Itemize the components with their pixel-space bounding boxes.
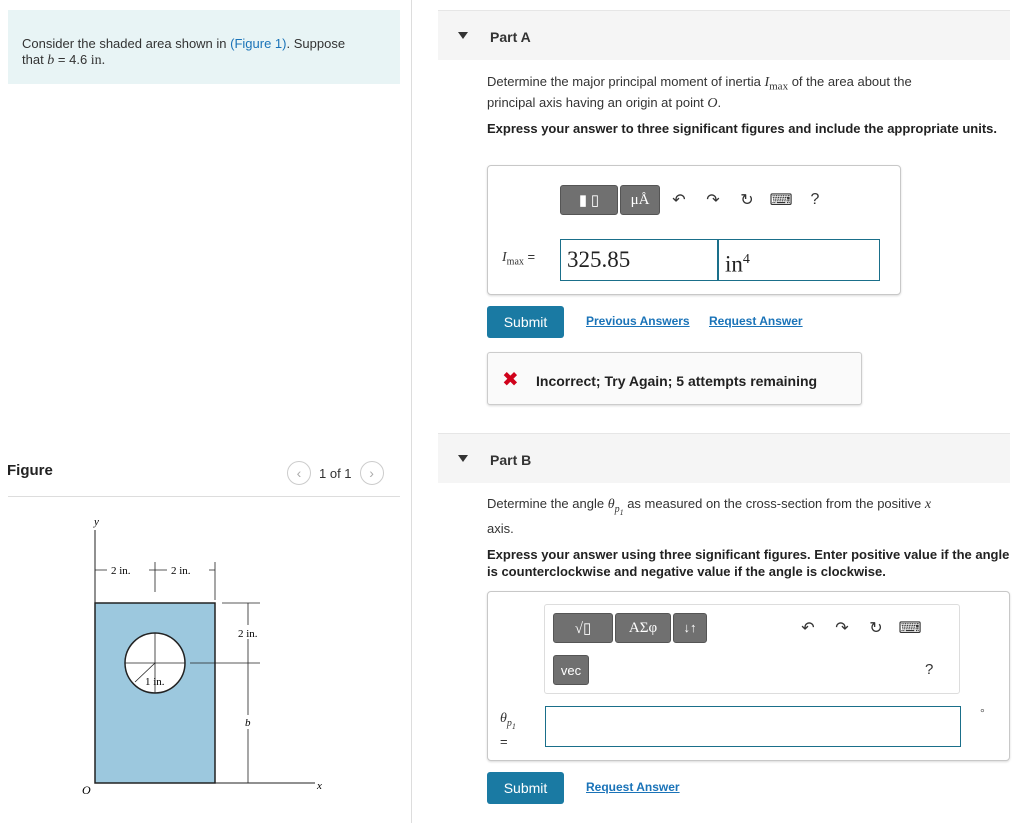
x-axis-label: x	[317, 780, 322, 792]
part-b-header[interactable]	[438, 433, 1010, 483]
collapse-triangle-icon	[458, 32, 468, 39]
question-line2: axis.	[487, 520, 514, 536]
label-sub: p	[506, 717, 512, 729]
b-label: b	[245, 717, 251, 729]
part-b-title: Part B	[490, 452, 532, 468]
part-b-submit-button[interactable]: Submit	[487, 772, 564, 804]
question-text-2: as measured on the cross-section from the positive	[623, 496, 925, 511]
help-button[interactable]	[925, 661, 933, 678]
part-b-request-answer-link[interactable]: Request Answer	[586, 780, 680, 794]
figure-title: Figure	[7, 462, 53, 479]
arrows-icon: ↓↑	[683, 620, 697, 635]
part-b-answer-box	[487, 591, 1010, 761]
unit-exp: 4	[742, 252, 750, 267]
imax-value-input[interactable]: 325.85	[560, 239, 718, 281]
greek-button[interactable]	[615, 613, 671, 643]
greek-icon: ΑΣφ	[628, 619, 658, 636]
part-b-instruction: Express your answer using three significant figures. Enter positive value if the angle is counterclockwise and negative value if the angle is clockwise.	[487, 547, 1010, 579]
intro-text: Consider the shaded area shown in	[22, 36, 231, 51]
degree-unit: °	[980, 706, 985, 720]
question-line2: principal axis having an origin at point	[487, 94, 708, 110]
next-figure-button[interactable]	[360, 461, 384, 485]
question-text: Determine the major principal moment of inertia	[487, 74, 765, 89]
help-icon: ?	[810, 191, 820, 208]
var-sub: max	[769, 80, 789, 93]
intro-text-end: . Suppose	[286, 36, 346, 51]
chevron-left-icon: ‹	[296, 465, 302, 481]
label-sub: max	[506, 256, 524, 268]
reset-icon: ↻	[869, 620, 883, 637]
prev-figure-button[interactable]	[287, 461, 311, 485]
dim2-label: 2 in.	[171, 565, 191, 577]
collapse-triangle-icon	[458, 455, 468, 462]
problem-statement	[8, 10, 400, 84]
var-sub: p	[614, 503, 620, 515]
previous-answers-link[interactable]: Previous Answers	[586, 314, 690, 328]
figure-divider	[8, 496, 400, 497]
var-subsub: 1	[619, 507, 624, 517]
part-a-request-answer-link[interactable]: Request Answer	[709, 314, 803, 328]
vec-button[interactable]	[553, 655, 589, 685]
templates-button[interactable]	[553, 613, 613, 643]
redo-icon: ↷	[835, 620, 849, 637]
part-a-submit-button[interactable]: Submit	[487, 306, 564, 338]
point-o: O	[707, 95, 718, 111]
figure-link[interactable]: (Figure 1)	[230, 36, 287, 51]
part-a-title: Part A	[490, 29, 531, 45]
arrows-button[interactable]	[673, 613, 707, 643]
var-b: b	[47, 53, 55, 68]
keyboard-button[interactable]	[893, 613, 927, 643]
undo-button[interactable]	[791, 613, 825, 643]
keyboard-icon: ⌨	[898, 620, 922, 637]
part-a-header[interactable]	[438, 10, 1010, 60]
part-a-answer-box	[487, 165, 901, 295]
figure-pager	[287, 461, 384, 485]
shaded-area-figure	[60, 510, 360, 800]
label-var: θ	[500, 711, 507, 726]
part-b-question	[487, 496, 1012, 537]
part-a-instruction: Express your answer to three significant figures and include the appropriate units.	[487, 121, 997, 136]
reset-button[interactable]	[730, 185, 764, 215]
dim1-label: 2 in.	[111, 565, 131, 577]
part-a-toolbar	[560, 185, 832, 215]
chevron-right-icon: ›	[369, 465, 374, 481]
incorrect-x-icon: ✖	[502, 369, 519, 391]
units-button[interactable]	[620, 185, 660, 215]
dim3-label: 2 in.	[238, 628, 258, 640]
feedback-message: Incorrect; Try Again; 5 attempts remaining	[536, 373, 818, 389]
var-i: I	[764, 75, 770, 90]
question-text-2: of the area about the	[788, 74, 912, 89]
templates-icon: √▯	[574, 620, 592, 637]
question-text: Determine the angle	[487, 496, 608, 511]
var-x: x	[924, 497, 932, 512]
templates-icon: ▮ ▯	[578, 192, 600, 209]
vec-label: vec	[560, 662, 582, 678]
left-panel	[0, 0, 412, 823]
part-b-toolbar-area	[544, 604, 960, 694]
part-b-edit-tools	[791, 613, 927, 643]
redo-button[interactable]	[825, 613, 859, 643]
redo-icon: ↷	[706, 192, 720, 209]
part-a-question	[487, 74, 1012, 112]
label-var: I	[502, 250, 507, 265]
origin-label: O	[82, 783, 91, 797]
help-button[interactable]	[798, 185, 832, 215]
feedback-box	[487, 352, 862, 405]
part-b-toolbar	[553, 613, 709, 643]
reset-icon: ↻	[740, 192, 754, 209]
keyboard-button[interactable]	[764, 185, 798, 215]
intro-line2: that	[22, 52, 48, 67]
theta-value-input[interactable]	[545, 706, 961, 747]
units-icon: μÅ	[630, 191, 650, 208]
intro-equals: = 4.6	[54, 52, 91, 67]
label-eq: =	[527, 249, 536, 264]
imax-unit-input[interactable]	[718, 239, 880, 281]
templates-button[interactable]	[560, 185, 618, 215]
theta-label	[500, 710, 516, 749]
keyboard-icon: ⌨	[769, 192, 793, 209]
help-icon: ?	[925, 661, 934, 678]
radius-label: 1 in.	[145, 676, 165, 688]
undo-icon: ↶	[672, 192, 686, 209]
reset-button[interactable]	[859, 613, 893, 643]
label-subsub: 1	[511, 721, 516, 731]
imax-label	[502, 249, 535, 268]
figure-page-count: 1 of 1	[319, 465, 352, 481]
question-end: .	[717, 94, 722, 110]
undo-button[interactable]	[662, 185, 696, 215]
label-eq: =	[500, 733, 508, 749]
intro-unit: in.	[90, 53, 106, 68]
unit-base: in	[725, 251, 743, 277]
y-axis-label: y	[94, 516, 99, 528]
redo-button[interactable]	[696, 185, 730, 215]
var-theta: θ	[607, 497, 615, 512]
undo-icon: ↶	[801, 620, 815, 637]
